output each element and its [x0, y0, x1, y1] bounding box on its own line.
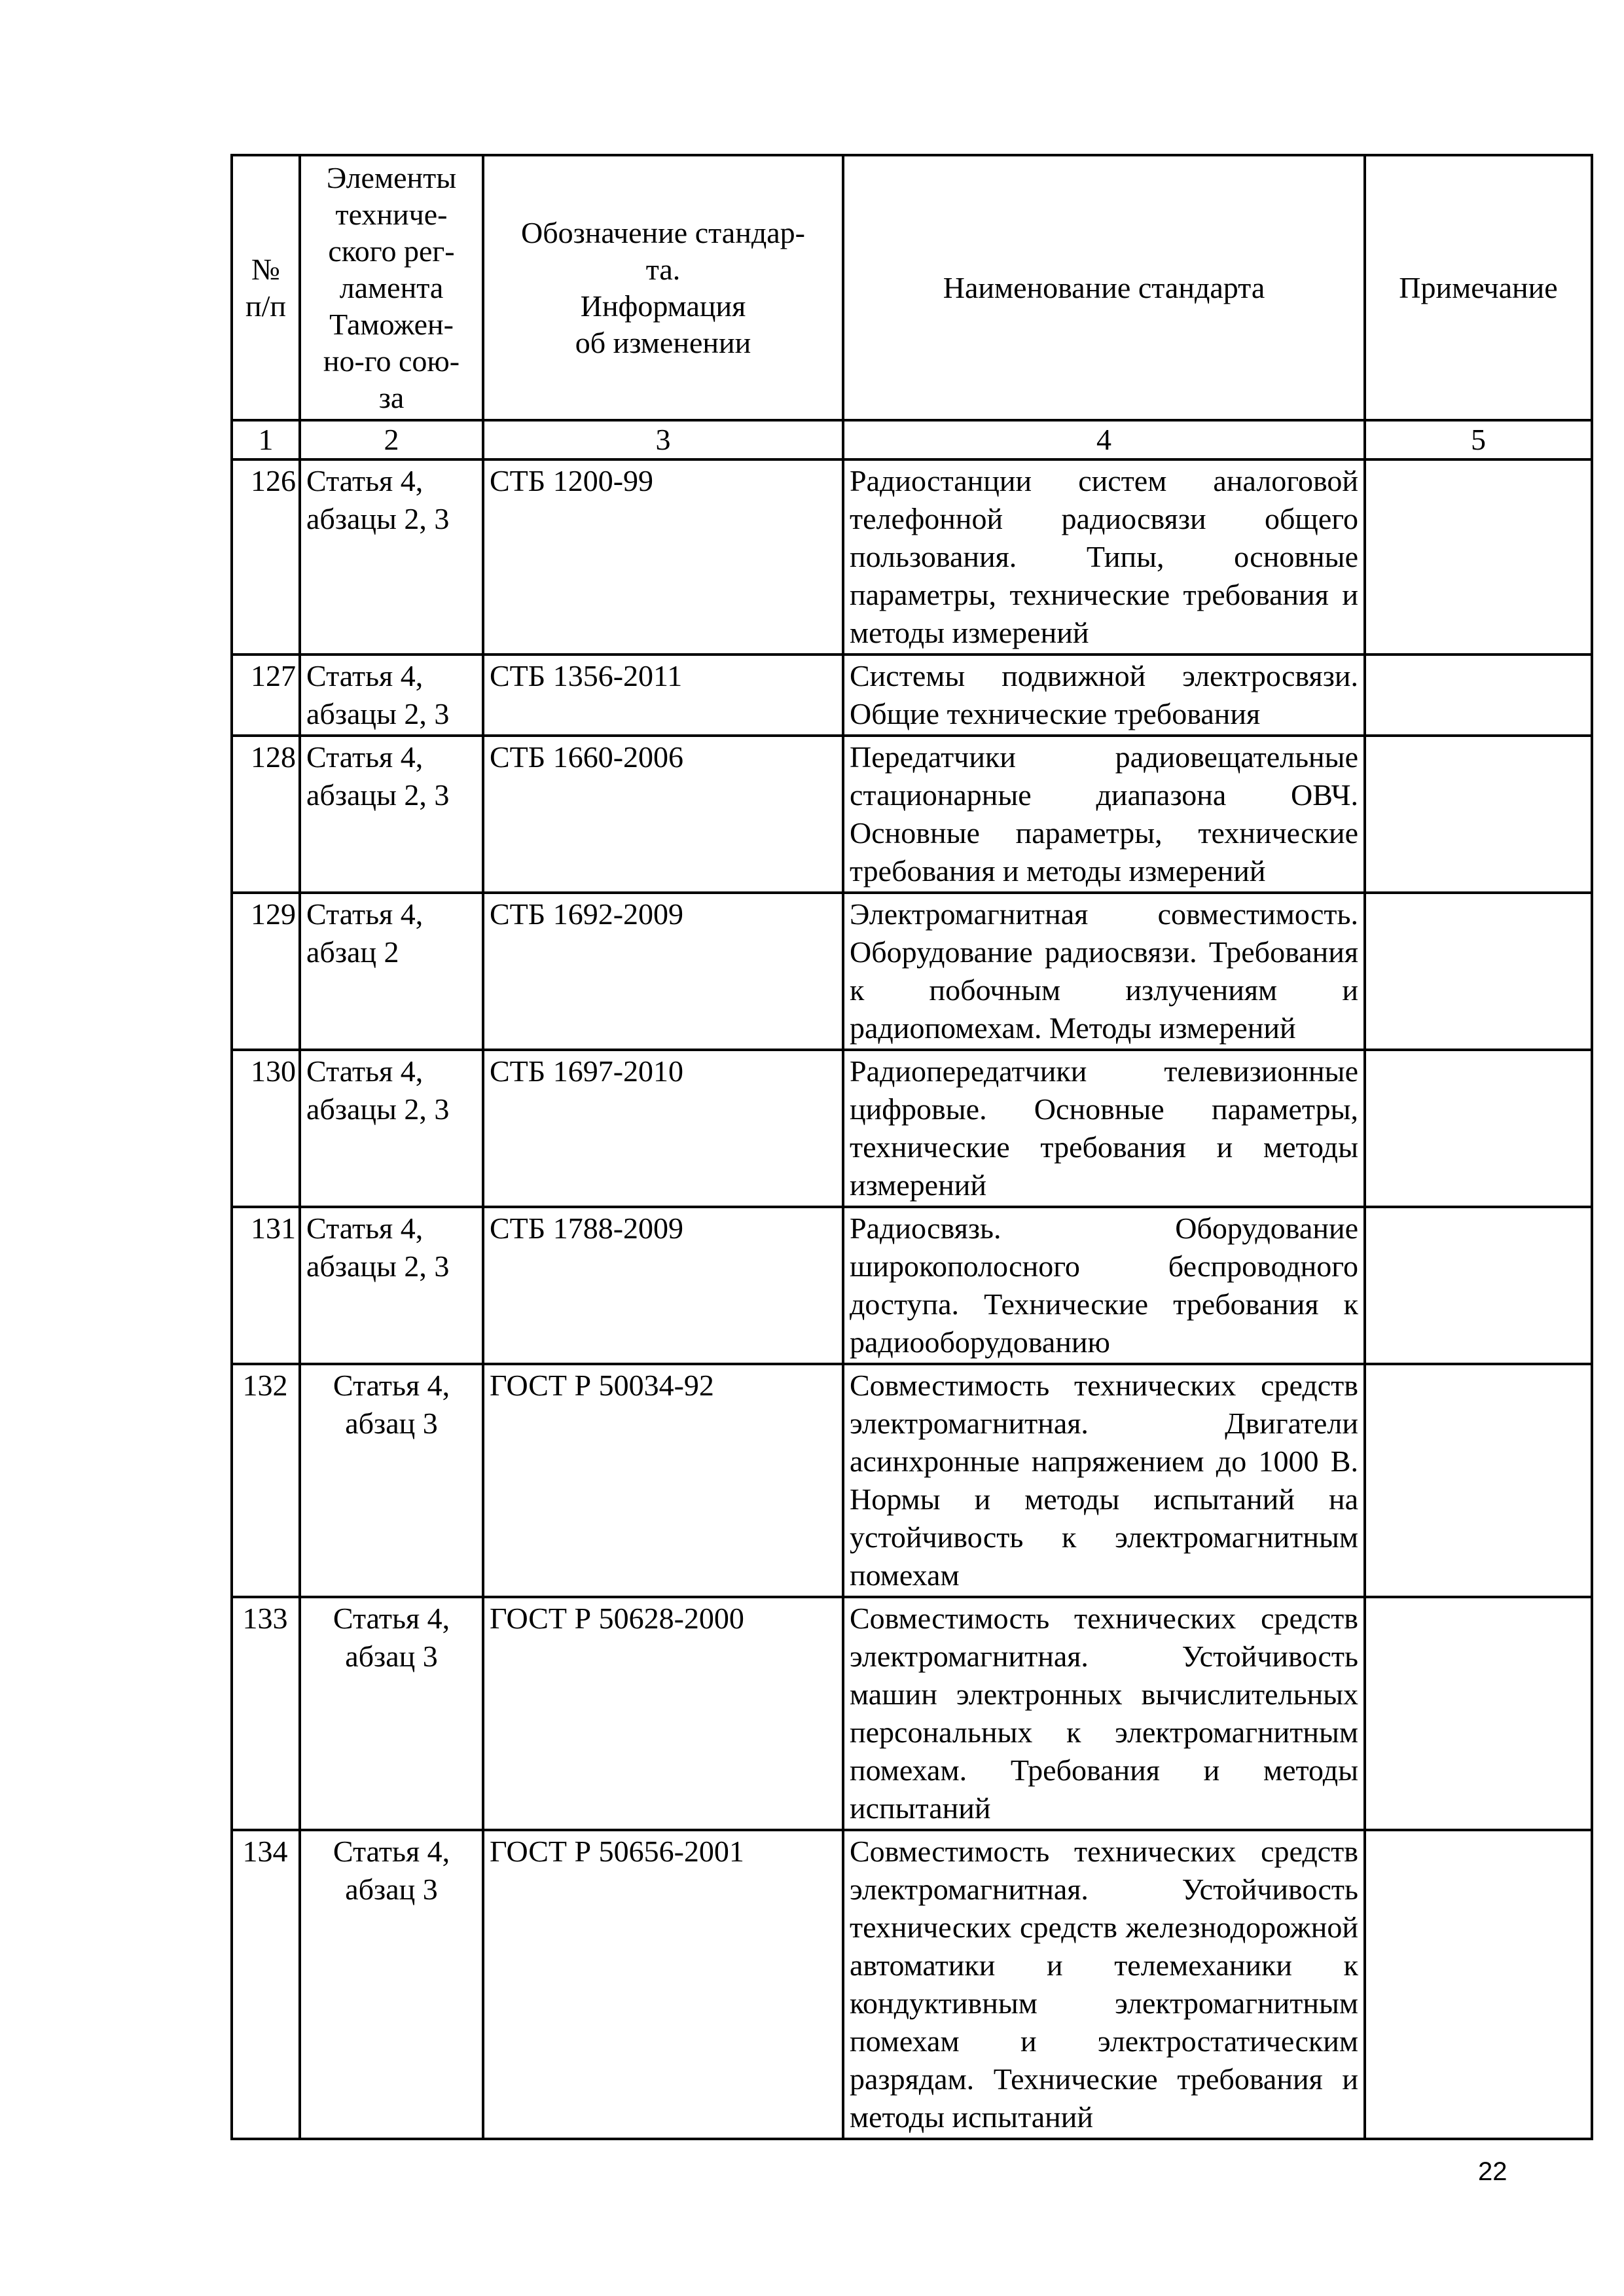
row-elements: Статья 4, абзац 3	[300, 1830, 483, 2139]
row-standard-name: Совместимость технических средств электромагнитная. Двигатели асинхронные напряжением до 1000 В. Нормы и методы испытаний на устойчивость к электромагнитным помехам	[843, 1364, 1365, 1597]
row-standard-name: Радиопередатчики телевизионные цифровые. Основные параметры, технические требования и методы измерений	[843, 1050, 1365, 1207]
column-number: 1	[232, 420, 300, 459]
table-row	[232, 1364, 1592, 1597]
column-number: 3	[483, 420, 843, 459]
row-note	[1365, 1050, 1592, 1207]
row-note	[1365, 655, 1592, 736]
row-elements: Статья 4, абзац 3	[300, 1597, 483, 1830]
row-number: 131	[232, 1207, 300, 1364]
row-designation: СТБ 1788-2009	[483, 1207, 843, 1364]
header-elements: Элементы техниче- ского рег- ламента Таможен- но-го сою- за	[300, 155, 483, 420]
row-note	[1365, 736, 1592, 893]
row-designation: ГОСТ Р 50656-2001	[483, 1830, 843, 2139]
row-designation: ГОСТ Р 50034-92	[483, 1364, 843, 1597]
row-designation: ГОСТ Р 50628-2000	[483, 1597, 843, 1830]
row-elements: Статья 4, абзацы 2, 3	[300, 1207, 483, 1364]
table-row	[232, 1050, 1592, 1207]
row-designation: СТБ 1200-99	[483, 459, 843, 655]
row-standard-name: Совместимость технических средств электромагнитная. Устойчивость машин электронных вычислительных персональных к электромагнитным помехам. Требования и методы испытаний	[843, 1597, 1365, 1830]
row-note	[1365, 1830, 1592, 2139]
column-number: 4	[843, 420, 1365, 459]
table-header-row	[232, 155, 1592, 420]
row-note	[1365, 1597, 1592, 1830]
row-note	[1365, 1207, 1592, 1364]
table-row	[232, 655, 1592, 736]
row-note	[1365, 459, 1592, 655]
row-elements: Статья 4, абзац 2	[300, 893, 483, 1050]
row-standard-name: Электромагнитная совместимость. Оборудование радиосвязи. Требования к побочным излучениям и радиопомехам. Методы измерений	[843, 893, 1365, 1050]
row-number: 128	[232, 736, 300, 893]
row-number: 126	[232, 459, 300, 655]
row-elements: Статья 4, абзацы 2, 3	[300, 459, 483, 655]
header-name: Наименование стандарта	[843, 155, 1365, 420]
row-elements: Статья 4, абзацы 2, 3	[300, 736, 483, 893]
row-note	[1365, 1364, 1592, 1597]
row-designation: СТБ 1356-2011	[483, 655, 843, 736]
row-number: 134	[232, 1830, 300, 2139]
table-row	[232, 893, 1592, 1050]
row-elements: Статья 4, абзац 3	[300, 1364, 483, 1597]
table-row	[232, 459, 1592, 655]
row-standard-name: Радиосвязь. Оборудование широкополосного беспроводного доступа. Технические требования к радиооборудованию	[843, 1207, 1365, 1364]
column-number: 2	[300, 420, 483, 459]
row-elements: Статья 4, абзацы 2, 3	[300, 655, 483, 736]
row-number: 129	[232, 893, 300, 1050]
column-number: 5	[1365, 420, 1592, 459]
standards-table	[230, 154, 1593, 2140]
table-row	[232, 1597, 1592, 1830]
row-standard-name: Радиостанции систем аналоговой телефонной радиосвязи общего пользования. Типы, основные параметры, технические требования и методы измерений	[843, 459, 1365, 655]
header-num: № п/п	[232, 155, 300, 420]
row-number: 132	[232, 1364, 300, 1597]
row-number: 130	[232, 1050, 300, 1207]
row-note	[1365, 893, 1592, 1050]
row-number: 133	[232, 1597, 300, 1830]
row-designation: СТБ 1692-2009	[483, 893, 843, 1050]
row-standard-name: Передатчики радиовещательные стационарные диапазона ОВЧ. Основные параметры, технические требования и методы измерений	[843, 736, 1365, 893]
header-note: Примечание	[1365, 155, 1592, 420]
table-row	[232, 1207, 1592, 1364]
row-designation: СТБ 1660-2006	[483, 736, 843, 893]
page-number: 22	[1478, 2157, 1507, 2186]
row-number: 127	[232, 655, 300, 736]
table-row	[232, 736, 1592, 893]
row-standard-name: Совместимость технических средств электромагнитная. Устойчивость технических средств железнодорожной автоматики и телемеханики к кондуктивным электромагнитным помехам и электростатическим разрядам. Технические требования и методы испытаний	[843, 1830, 1365, 2139]
row-elements: Статья 4, абзацы 2, 3	[300, 1050, 483, 1207]
row-designation: СТБ 1697-2010	[483, 1050, 843, 1207]
row-standard-name: Системы подвижной электросвязи. Общие технические требования	[843, 655, 1365, 736]
header-designation: Обозначение стандар- та. Информация об изменении	[483, 155, 843, 420]
table-row	[232, 1830, 1592, 2139]
column-number-row	[232, 420, 1592, 459]
